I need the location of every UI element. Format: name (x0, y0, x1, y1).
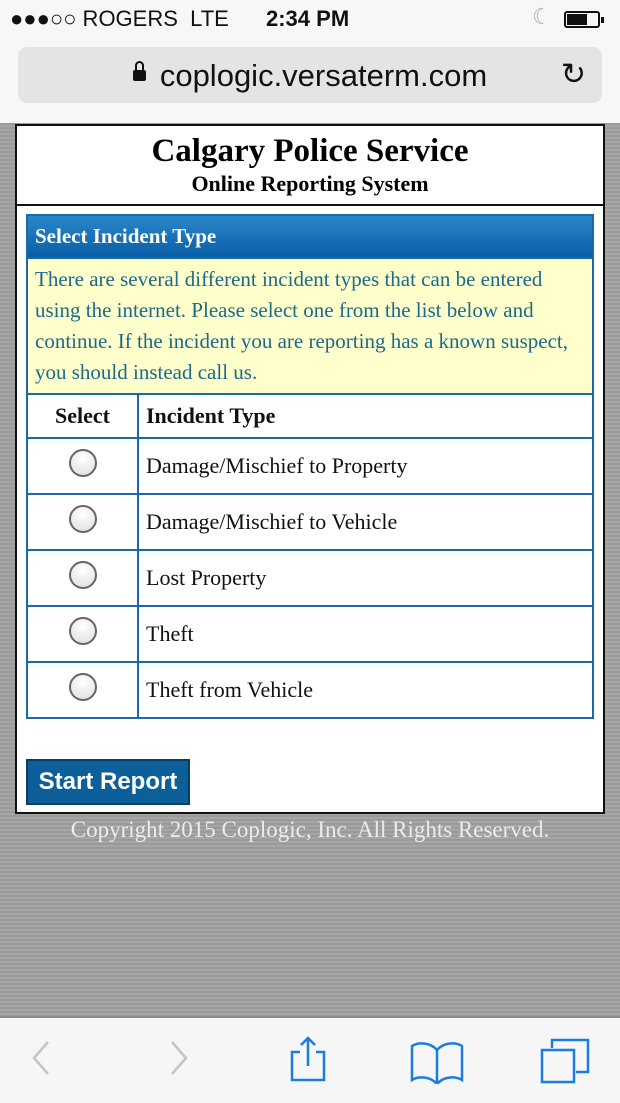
incident-label[interactable]: Lost Property (138, 550, 592, 606)
table-row (28, 662, 592, 717)
battery-icon (564, 11, 600, 28)
start-report-button[interactable]: Start Report (26, 759, 190, 805)
page-content (0, 123, 620, 1016)
back-icon[interactable] (28, 1038, 56, 1078)
column-header-incident-type: Incident Type (138, 394, 592, 438)
column-header-select: Select (28, 394, 138, 438)
incident-radio-damage-vehicle[interactable] (69, 505, 97, 533)
lock-icon (133, 70, 146, 81)
do-not-disturb-icon: ☾ (532, 4, 552, 29)
report-container (15, 124, 605, 814)
divider (17, 204, 603, 206)
incident-type-table (28, 393, 592, 717)
status-bar (0, 0, 620, 40)
panel-instructions: There are several different incident types that can be entered using the internet. Please select one from the list below and continue. If the incident you are reporting has a known suspect, you should instead call us. (28, 257, 592, 393)
tabs-icon[interactable] (540, 1036, 592, 1084)
table-row (28, 606, 592, 662)
incident-radio-damage-property[interactable] (69, 449, 97, 477)
copyright-notice: Copyright 2015 Coplogic, Inc. All Rights Reserved. (70, 817, 550, 842)
browser-toolbar (0, 1016, 620, 1103)
incident-label[interactable]: Theft (138, 606, 592, 662)
incident-type-panel (26, 214, 594, 719)
table-row (28, 550, 592, 606)
incident-label[interactable]: Damage/Mischief to Property (138, 438, 592, 494)
reload-icon[interactable]: ↻ (560, 58, 586, 91)
clock: 2:34 PM (266, 6, 350, 31)
table-row (28, 494, 592, 550)
incident-label[interactable]: Theft from Vehicle (138, 662, 592, 717)
url-text: coplogic.versaterm.com (159, 58, 488, 93)
panel-heading: Select Incident Type (28, 216, 592, 257)
page-subtitle: Online Reporting System (191, 171, 429, 196)
incident-label[interactable]: Damage/Mischief to Vehicle (138, 494, 592, 550)
bookmarks-icon[interactable] (410, 1040, 464, 1084)
carrier: ●●●○○ ROGERS LTE (10, 6, 229, 31)
network-type: LTE (190, 6, 229, 31)
forward-icon[interactable] (164, 1038, 192, 1078)
incident-radio-theft[interactable] (69, 617, 97, 645)
table-row (28, 438, 592, 494)
share-icon[interactable] (288, 1034, 328, 1082)
page-title: Calgary Police Service (151, 133, 469, 169)
address-bar[interactable] (18, 47, 602, 103)
incident-radio-theft-from-vehicle[interactable] (69, 673, 97, 701)
incident-radio-lost-property[interactable] (69, 561, 97, 589)
